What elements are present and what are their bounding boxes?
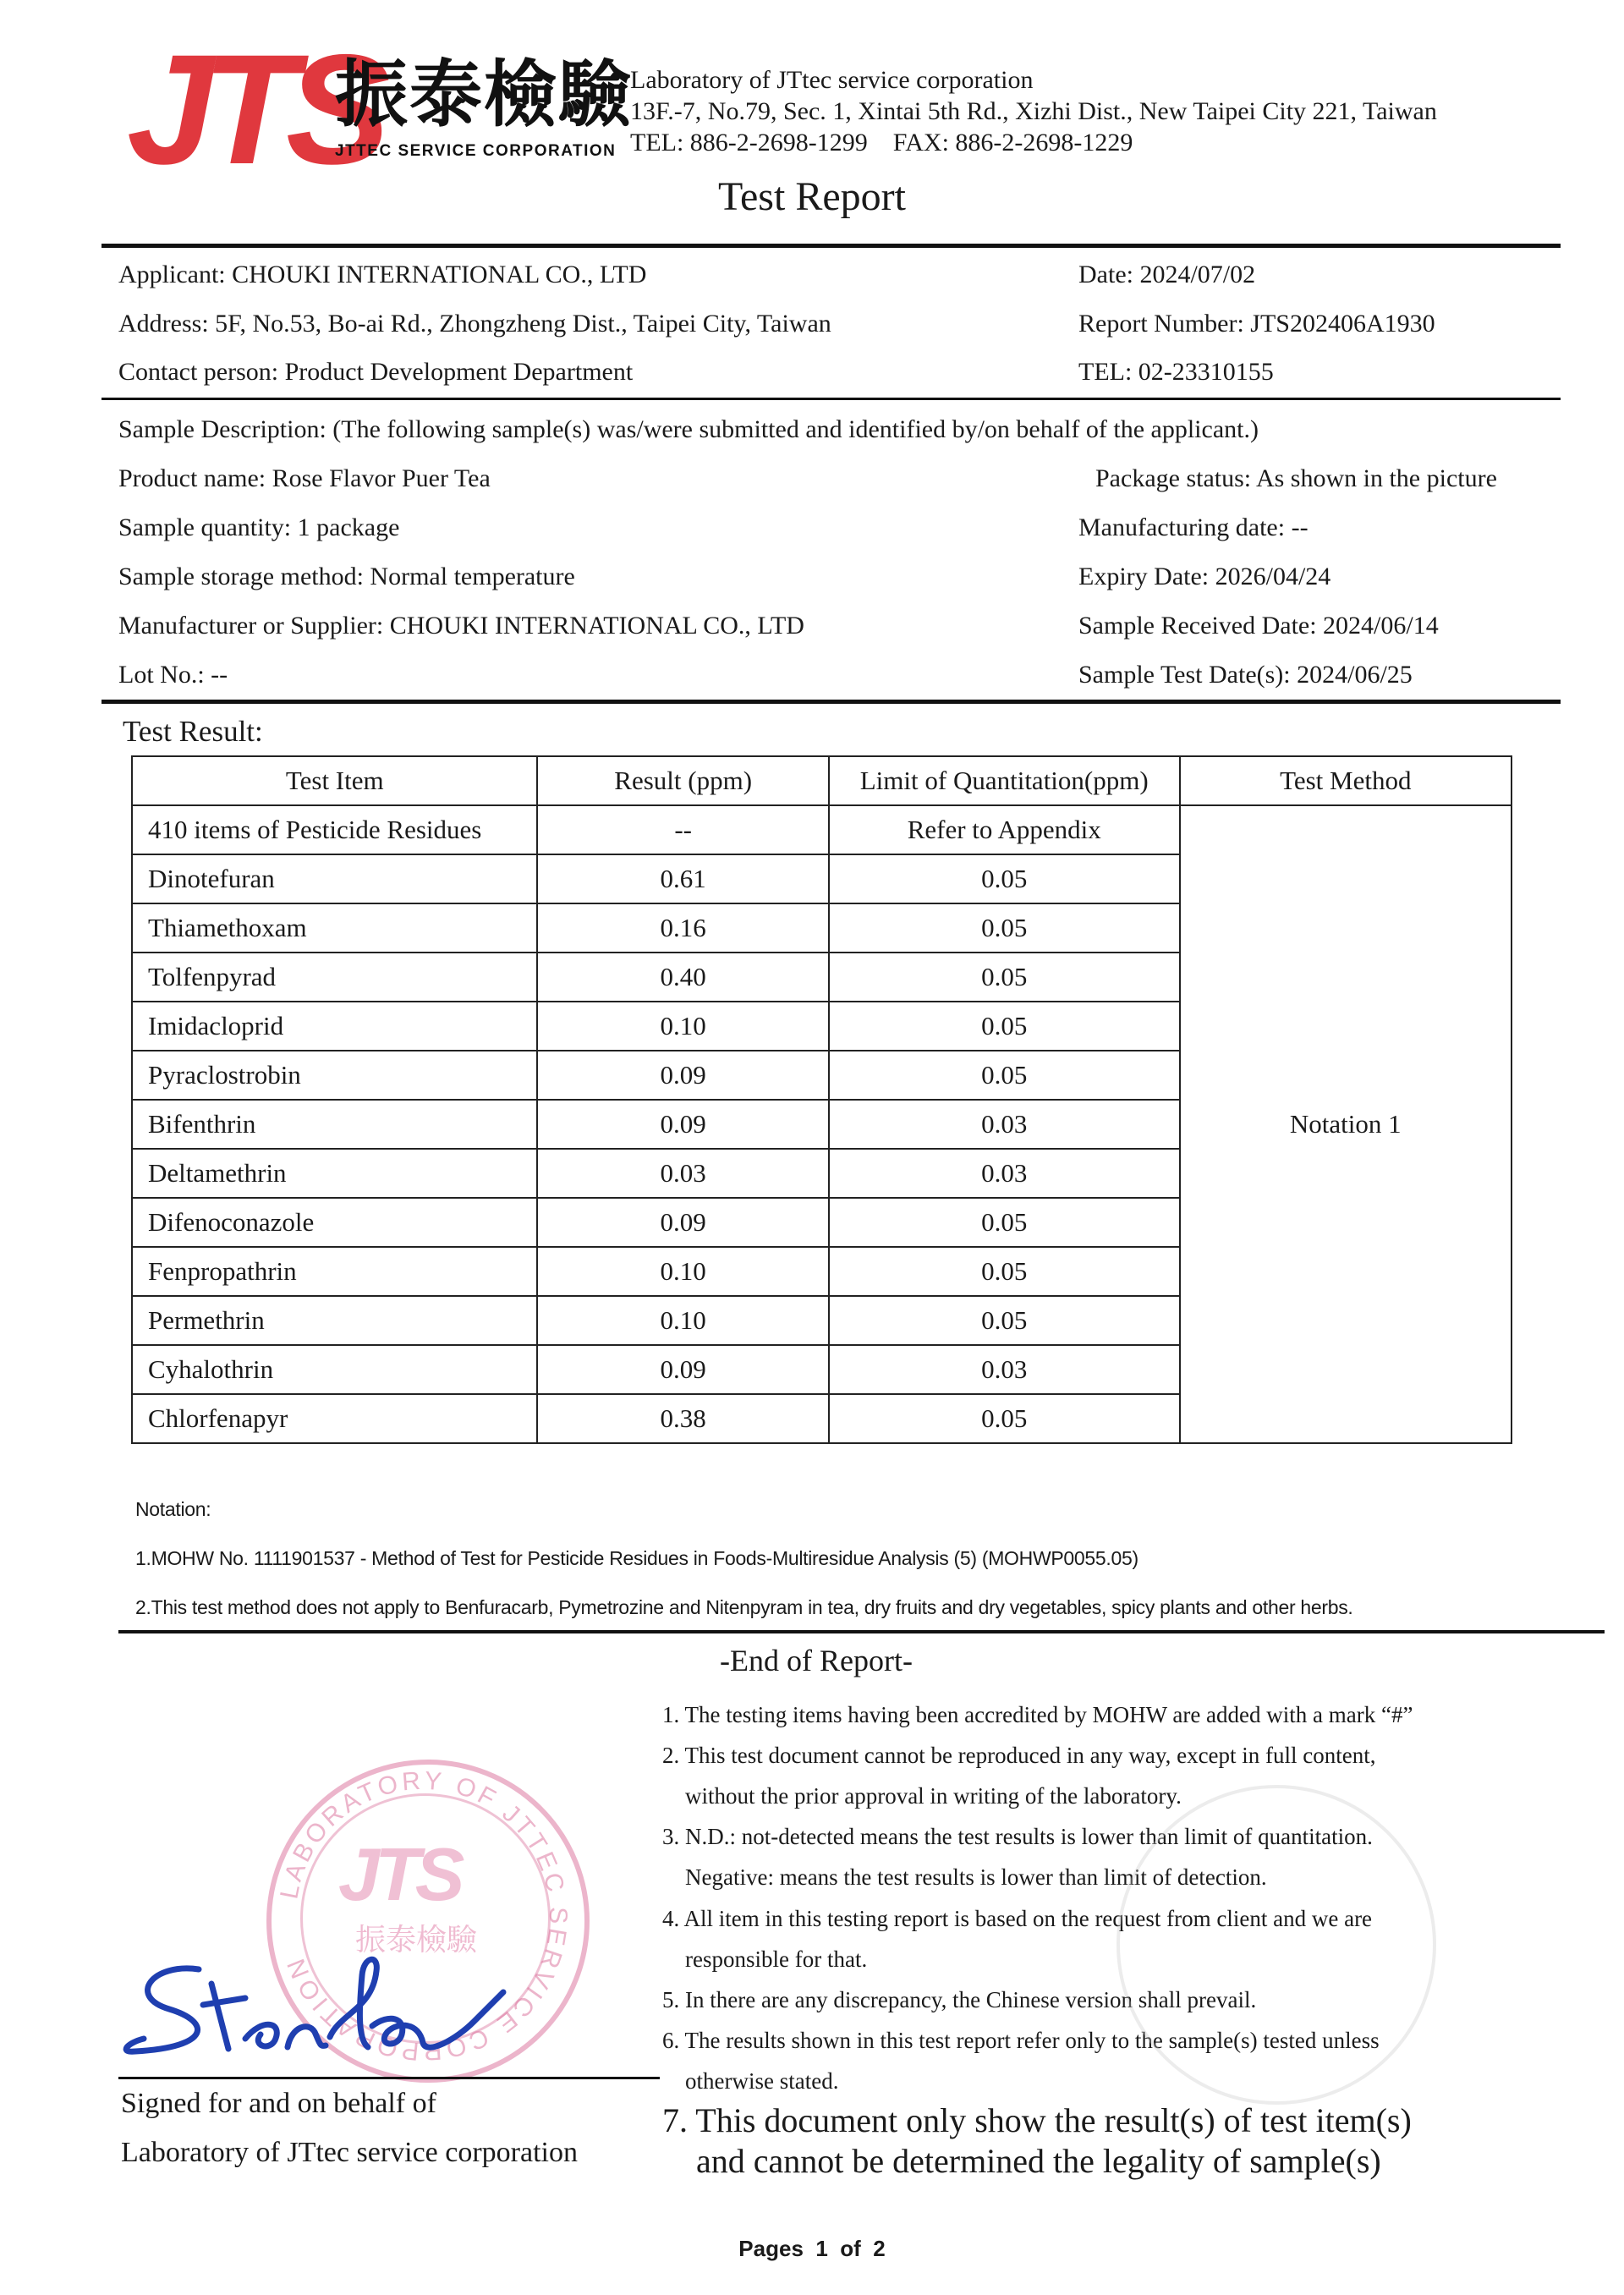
remark-line-10: otherwise stated. bbox=[662, 2068, 839, 2094]
cell-result: 0.09 bbox=[537, 1198, 828, 1247]
remark-line-8: 5. In there are any discrepancy, the Chinese version shall prevail. bbox=[662, 1987, 1257, 2012]
storage-method: Sample storage method: Normal temperature bbox=[118, 563, 575, 590]
page-number: Pages 1 of 2 bbox=[738, 2236, 886, 2261]
lot-number: Lot No.: -- bbox=[118, 661, 228, 689]
cell-result: 0.10 bbox=[537, 1296, 828, 1345]
header-divider bbox=[102, 244, 1561, 248]
col-header-result: Result (ppm) bbox=[537, 756, 828, 805]
cell-test-item: Bifenthrin bbox=[132, 1100, 537, 1149]
remark-line-1: 1. The testing items having been accredited by MOHW are added with a mark “#” bbox=[662, 1702, 1413, 1727]
cell-result: 0.10 bbox=[537, 1002, 828, 1051]
manufacturing-date: Manufacturing date: -- bbox=[1078, 513, 1309, 541]
sample-quantity: Sample quantity: 1 package bbox=[118, 513, 400, 541]
cell-result: 0.09 bbox=[537, 1345, 828, 1394]
cell-loq: 0.05 bbox=[829, 1198, 1180, 1247]
lab-name: Laboratory of JTtec service corporation bbox=[630, 66, 1034, 94]
handwritten-signature bbox=[118, 1937, 508, 2064]
remark-line-6: 4. All item in this testing report is based on the request from client and we are bbox=[662, 1906, 1373, 1931]
col-header-loq: Limit of Quantitation(ppm) bbox=[829, 756, 1180, 805]
applicant-divider bbox=[102, 398, 1561, 400]
cell-loq: 0.05 bbox=[829, 1296, 1180, 1345]
contact-person: Contact person: Product Development Department bbox=[118, 358, 634, 386]
results-header-row bbox=[132, 756, 1512, 805]
package-status: Package status: As shown in the picture bbox=[1095, 464, 1497, 492]
cell-loq: 0.05 bbox=[829, 854, 1180, 903]
cell-test-item: Permethrin bbox=[132, 1296, 537, 1345]
cell-result: -- bbox=[537, 805, 828, 854]
test-result-heading: Test Result: bbox=[123, 715, 263, 748]
results-table bbox=[131, 755, 1512, 1444]
cell-loq: 0.05 bbox=[829, 1394, 1180, 1443]
table-row bbox=[132, 805, 1512, 854]
stamp-chinese: 振泰檢驗 bbox=[355, 1923, 478, 1957]
remark-7-line-1: 7. This document only show the result(s) of test item(s) bbox=[662, 2101, 1412, 2139]
signed-line-2: Laboratory of JTtec service corporation bbox=[121, 2137, 578, 2168]
cell-test-item: Tolfenpyrad bbox=[132, 953, 537, 1002]
cell-result: 0.40 bbox=[537, 953, 828, 1002]
stamp-logo: JTS bbox=[338, 1832, 460, 1916]
col-header-test-item: Test Item bbox=[132, 756, 537, 805]
cell-result: 0.10 bbox=[537, 1247, 828, 1296]
end-of-report: -End of Report- bbox=[720, 1644, 913, 1677]
logo-chinese-name: 振泰檢驗 bbox=[335, 52, 633, 137]
watermark-seal bbox=[1116, 1785, 1436, 2105]
notation-divider bbox=[118, 1630, 1605, 1633]
sample-description: Sample Description: (The following sample(s) was/were submitted and identified by/on behalf of the applicant.) bbox=[118, 415, 1259, 443]
cell-test-item: Deltamethrin bbox=[132, 1149, 537, 1198]
received-date: Sample Received Date: 2024/06/14 bbox=[1078, 612, 1439, 640]
cell-loq: 0.05 bbox=[829, 1247, 1180, 1296]
cell-loq: 0.03 bbox=[829, 1149, 1180, 1198]
svg-text:LABORATORY OF JTTEC SERVICE CO: LABORATORY OF JTTEC SERVICE CORPORATION bbox=[275, 1766, 573, 2066]
applicant-tel: TEL: 02-23310155 bbox=[1078, 358, 1274, 386]
jts-logo: JTS bbox=[127, 23, 379, 197]
signature-line bbox=[118, 2077, 660, 2079]
lab-address: 13F.-7, No.79, Sec. 1, Xintai 5th Rd., Xizhi Dist., New Taipei City 221, Taiwan bbox=[630, 97, 1437, 125]
lab-contact: TEL: 886-2-2698-1299 FAX: 886-2-2698-1229 bbox=[630, 129, 1133, 156]
cell-result: 0.61 bbox=[537, 854, 828, 903]
applicant-address: Address: 5F, No.53, Bo-ai Rd., Zhongzheng Dist., Taipei City, Taiwan bbox=[118, 310, 831, 338]
signed-line-1: Signed for and on behalf of bbox=[121, 2088, 436, 2119]
cell-test-item: Difenoconazole bbox=[132, 1198, 537, 1247]
cell-loq: 0.05 bbox=[829, 1002, 1180, 1051]
notation-1: 1.MOHW No. 1111901537 - Method of Test for Pesticide Residues in Foods-Multiresidue Analysis (5) (MOHWP0055.05) bbox=[135, 1547, 1138, 1569]
cell-result: 0.09 bbox=[537, 1100, 828, 1149]
remark-line-5: Negative: means the test results is lower than limit of detection. bbox=[662, 1864, 1267, 1890]
notation-2: 2.This test method does not apply to Benfuracarb, Pymetrozine and Nitenpyram in tea, dry fruits and dry vegetables, spicy plants and other herbs. bbox=[135, 1596, 1353, 1618]
cell-loq: 0.03 bbox=[829, 1345, 1180, 1394]
cell-test-item: Dinotefuran bbox=[132, 854, 537, 903]
cell-loq: Refer to Appendix bbox=[829, 805, 1180, 854]
cell-test-item: Imidacloprid bbox=[132, 1002, 537, 1051]
manufacturer: Manufacturer or Supplier: CHOUKI INTERNATIONAL CO., LTD bbox=[118, 612, 804, 640]
cell-loq: 0.05 bbox=[829, 1051, 1180, 1100]
col-header-test-method: Test Method bbox=[1180, 756, 1512, 805]
applicant-name: Applicant: CHOUKI INTERNATIONAL CO., LTD bbox=[118, 261, 647, 288]
remark-line-4: 3. N.D.: not-detected means the test results is lower than limit of quantitation. bbox=[662, 1824, 1373, 1849]
report-number: Report Number: JTS202406A1930 bbox=[1078, 310, 1435, 338]
cell-test-item: Cyhalothrin bbox=[132, 1345, 537, 1394]
cell-result: 0.09 bbox=[537, 1051, 828, 1100]
cell-test-method: Notation 1 bbox=[1180, 805, 1512, 1443]
cell-loq: 0.05 bbox=[829, 953, 1180, 1002]
remark-line-3: without the prior approval in writing of the laboratory. bbox=[662, 1783, 1182, 1809]
cell-loq: 0.03 bbox=[829, 1100, 1180, 1149]
logo-subtitle: JTTEC SERVICE CORPORATION bbox=[335, 142, 617, 160]
remark-line-7: responsible for that. bbox=[662, 1946, 868, 1972]
remark-7-line-2: and cannot be determined the legality of sample(s) bbox=[662, 2142, 1381, 2180]
product-name: Product name: Rose Flavor Puer Tea bbox=[118, 464, 491, 492]
remark-line-2: 2. This test document cannot be reproduced in any way, except in full content, bbox=[662, 1743, 1376, 1768]
test-dates: Sample Test Date(s): 2024/06/25 bbox=[1078, 661, 1413, 689]
sample-divider bbox=[102, 700, 1561, 704]
page-title: Test Report bbox=[718, 174, 906, 219]
notation-label: Notation: bbox=[135, 1498, 211, 1520]
cell-result: 0.38 bbox=[537, 1394, 828, 1443]
expiry-date: Expiry Date: 2026/04/24 bbox=[1078, 563, 1331, 590]
cell-result: 0.16 bbox=[537, 903, 828, 953]
cell-loq: 0.05 bbox=[829, 903, 1180, 953]
cell-test-item: Chlorfenapyr bbox=[132, 1394, 537, 1443]
cell-result: 0.03 bbox=[537, 1149, 828, 1198]
cell-test-item: 410 items of Pesticide Residues bbox=[132, 805, 537, 854]
cell-test-item: Pyraclostrobin bbox=[132, 1051, 537, 1100]
report-date: Date: 2024/07/02 bbox=[1078, 261, 1256, 288]
remark-line-9: 6. The results shown in this test report refer only to the sample(s) tested unless bbox=[662, 2028, 1380, 2053]
cell-test-item: Fenpropathrin bbox=[132, 1247, 537, 1296]
cell-test-item: Thiamethoxam bbox=[132, 903, 537, 953]
